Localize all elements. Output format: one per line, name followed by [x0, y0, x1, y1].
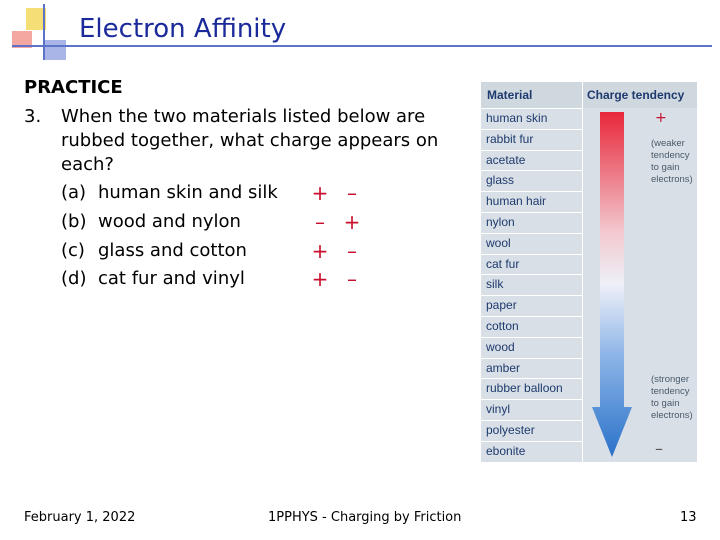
- question-line: rubbed together, what charge appears on: [61, 130, 439, 151]
- option-sign-first: +: [311, 267, 329, 291]
- material-row: cotton: [481, 316, 582, 337]
- stronger-note-line: (stronger: [651, 374, 690, 385]
- material-row: amber: [481, 358, 582, 379]
- question-line: each?: [61, 154, 114, 175]
- material-row: rubber balloon: [481, 378, 582, 399]
- material-row: rabbit fur: [481, 129, 582, 150]
- charge-gradient-arrow-icon: [592, 112, 632, 457]
- material-row: ebonite: [481, 441, 582, 462]
- weaker-note-line: to gain: [651, 162, 680, 173]
- option-text: human skin and silk: [98, 182, 278, 203]
- option-sign-first: +: [311, 181, 329, 205]
- stronger-note-line: tendency: [651, 386, 690, 397]
- practice-heading: PRACTICE: [24, 77, 123, 98]
- weaker-note-line: (weaker: [651, 138, 685, 149]
- option-sign-second: –: [347, 267, 357, 291]
- stronger-note-line: to gain: [651, 398, 680, 409]
- option-letter: (d): [61, 268, 87, 289]
- option-letter: (b): [61, 211, 87, 232]
- option-sign-second: +: [343, 210, 361, 234]
- decor-vertical-line: [43, 4, 45, 60]
- option-letter: (a): [61, 182, 87, 203]
- footer-course: 1PPHYS - Charging by Friction: [268, 510, 462, 525]
- material-row: polyester: [481, 420, 582, 441]
- material-row: silk: [481, 274, 582, 295]
- material-row: glass: [481, 170, 582, 191]
- material-row: human hair: [481, 191, 582, 212]
- decor-square-blue: [44, 40, 66, 60]
- question-line: When the two materials listed below are: [61, 106, 426, 127]
- header-charge-tendency: Charge tendency: [583, 82, 697, 108]
- material-row: human skin: [481, 108, 582, 129]
- option-sign-first: +: [311, 239, 329, 263]
- material-row: wool: [481, 233, 582, 254]
- page-number: 13: [680, 510, 697, 525]
- weaker-note-line: tendency: [651, 150, 690, 161]
- material-row: paper: [481, 295, 582, 316]
- material-row: nylon: [481, 212, 582, 233]
- material-list: [481, 108, 582, 462]
- slide-title: Electron Affinity: [79, 14, 287, 44]
- negative-end-sign: –: [655, 439, 663, 458]
- option-sign-second: –: [347, 181, 357, 205]
- option-sign-first: –: [315, 210, 325, 234]
- stronger-note-line: electrons): [651, 410, 693, 421]
- header-material: Material: [481, 82, 582, 108]
- material-row: vinyl: [481, 399, 582, 420]
- positive-end-sign: +: [655, 110, 667, 126]
- option-text: wood and nylon: [98, 211, 241, 232]
- footer-date: February 1, 2022: [24, 510, 136, 525]
- column-divider: [582, 82, 583, 462]
- triboelectric-table: [481, 82, 697, 462]
- question-number: 3.: [24, 106, 42, 127]
- material-row: cat fur: [481, 254, 582, 275]
- weaker-note-line: electrons): [651, 174, 693, 185]
- material-row: wood: [481, 337, 582, 358]
- option-sign-second: –: [347, 239, 357, 263]
- material-row: acetate: [481, 150, 582, 171]
- option-text: cat fur and vinyl: [98, 268, 245, 289]
- option-letter: (c): [61, 240, 85, 261]
- option-text: glass and cotton: [98, 240, 247, 261]
